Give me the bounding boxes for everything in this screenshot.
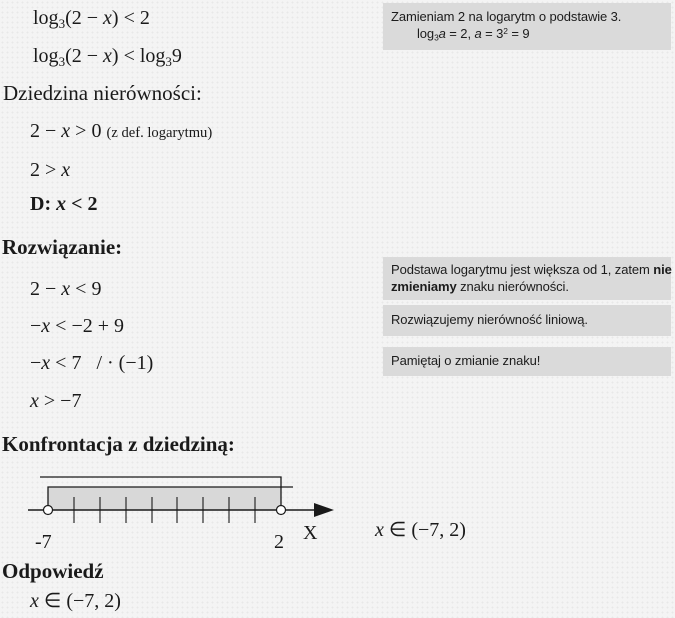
note-box-base-greater-than-1 <box>383 257 671 300</box>
note-box-log-base <box>383 3 671 50</box>
formula-solution-step3: −x < 7 / · (−1) <box>30 352 154 374</box>
formula-domain-condition: 2 − x > 0 (z def. logarytmu) <box>30 120 213 142</box>
formula-solution-step1: 2 − x < 9 <box>30 278 102 300</box>
numberline-label-minus7: -7 <box>35 531 52 553</box>
domain-heading: Dziedzina nierówności: <box>3 81 202 105</box>
formula-solution-step2: −x < −2 + 9 <box>30 315 125 337</box>
solution-heading: Rozwiązanie: <box>2 235 123 259</box>
formula-inequality-original: log3(2 − x) < 2 <box>33 7 150 31</box>
note-base-text-line2: zmieniamy znaku nierówności. <box>391 278 569 294</box>
formula-solution-step4: x > −7 <box>30 390 82 412</box>
formula-domain-result: D: x < 2 <box>30 193 98 215</box>
numberline-label-2: 2 <box>274 531 284 553</box>
confrontation-heading: Konfrontacja z dziedziną: <box>2 432 235 456</box>
note-linear-text: Rozwiązujemy nierówność liniową. <box>391 312 588 327</box>
numberline-open-point-2 <box>277 506 286 515</box>
numberline-axis-arrow <box>314 503 334 517</box>
note-base-text-line1: Podstawa logarytmu jest większa od 1, zatem nie <box>391 262 672 277</box>
formula-inequality-log-form: log3(2 − x) < log39 <box>33 45 182 69</box>
numberline-figure <box>20 468 350 553</box>
answer-heading: Odpowiedź <box>2 559 104 583</box>
numberline-axis-label-x: X <box>303 522 318 544</box>
numberline-shaded-interval <box>48 487 281 510</box>
numberline-open-point-minus7 <box>44 506 53 515</box>
note-log-base-formula: log3a = 2, $a = 3^2 = 9$ <box>417 25 530 43</box>
formula-domain-step: 2 > x <box>30 159 71 181</box>
formula-answer: x ∈ (−7, 2) <box>30 590 121 612</box>
note-box-sign-change <box>383 347 671 376</box>
note-box-linear-inequality <box>383 305 671 336</box>
note-sign-change-text: Pamiętaj o zmianie znaku! <box>391 353 541 368</box>
note-log-base-text: Zamieniam 2 na logarytm o podstawie 3. <box>391 9 622 24</box>
formula-interval-result: x ∈ (−7, 2) <box>375 519 466 541</box>
